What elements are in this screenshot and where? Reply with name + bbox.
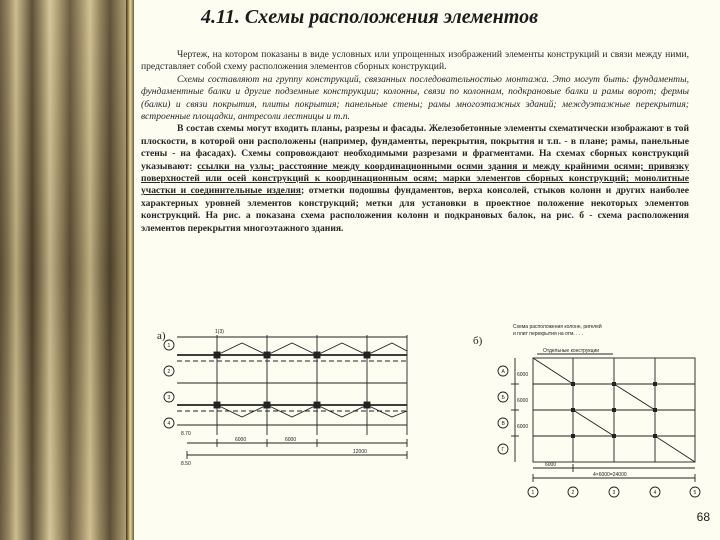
paragraph-groups: Схемы составляют на группу конструкций, связанных последовательностью монтажа. Это могут быть: фундаменты, фундаментные балки и другие подземные конструкции; колонны, связи по колоннам, подкрановые балки и рамы ворот; фермы (балки) и связи покрытия, плиты покрытия; панельные стены; рамы многоэтажных зданий; междуэтажные перекрытия; встроенные площадки, антресоли лестницы и т.п. (141, 73, 689, 123)
figure-b-axis-col-5: 5 (693, 490, 697, 496)
figure-b-label: б) (473, 335, 483, 347)
figure-b-axis-b: Б (501, 395, 505, 401)
figure-b-axis-col-3: 3 (612, 490, 616, 496)
paragraph-definition: Чертеж, на котором показаны в виде условных или упрощенных изображений элементы конструкций и связи между ними, представляет собой схему расположения элементов сборных конструкций. (141, 49, 689, 73)
paragraph-composition-underlined: ссылки на узлы; расстояние между координационными осями здания и между крайними осями; привязку поверхностей или осей конструкций к координационным осям; марки элементов сборных конструкций; монолитные участки и соединительные изделия (141, 160, 689, 197)
figure-b-axis-col-4: 4 (653, 490, 657, 496)
figure-b-caption-line-2: и плит перекрытия на отм. . . . (513, 331, 584, 337)
figure-b-caption-line-1: Схема расположения колонн, ригелей (513, 324, 602, 330)
figure-a-axis-1: 1 (167, 343, 171, 349)
page-title: 4.11. Схемы расположения элементов (201, 6, 539, 28)
curtain-rod (126, 0, 134, 540)
curtain-decoration (0, 0, 126, 540)
figure-b-axis-v: В (501, 421, 505, 427)
figure-b-left-dim-1: 6000 (517, 372, 529, 378)
figure-b-header-label: Отдельные конструкции (543, 348, 600, 354)
figure-a-columns-scheme (157, 325, 417, 473)
figure-b-left-dim-3: 6000 (517, 424, 529, 430)
figure-a-elevation-2: 8.50 (181, 461, 191, 467)
curtain-shading (0, 0, 126, 540)
figure-b-dim-total: 4×6000=24000 (593, 472, 627, 478)
figure-b-axis-g: Г (501, 447, 505, 453)
figure-a-axis-2: 2 (167, 369, 171, 375)
figure-a-top-mark: 1(3) (215, 329, 224, 335)
figure-a-label: а) (157, 330, 166, 342)
page-number: 68 (696, 510, 710, 524)
figure-b-dim-span: 6000 (545, 462, 557, 468)
figure-b-axis-col-1: 1 (531, 490, 535, 496)
figure-a-axis-3: 3 (167, 395, 171, 401)
figure-a-dim-1: 6000 (235, 437, 247, 443)
figure-b-floor-scheme (473, 322, 701, 502)
figure-a-dim-3: 12000 (353, 449, 367, 455)
figure-a-dim-2: 6000 (285, 437, 297, 443)
figure-b-left-dim-2: 6000 (517, 398, 529, 404)
figure-a-elevation-1: 8.70 (181, 431, 191, 437)
paragraph-composition-end: ; отметки подошвы фундаментов, верха консолей, стыков колонн и других наиболее характерных уровней элементов конструкций; метки для установки в проектное положение некоторых элементов конструкций. На рис. а показана схема расположения колонн и подкрановых балок, на рис. б - схема расположения элементов перекрытия многоэтажного здания. (141, 185, 689, 234)
paragraph-composition-start: В состав схемы могут входить планы, разрезы и фасады. Железобетонные элементы схематически изображают в той плоскости, в которой они расположены (например, фундаменты, перекрытия, покрытия и т.п. - в плане; рамы, панельные стены - на фасадах). Схемы сопровождают необходимыми разрезами и фрагментами. На схемах сборных конструкций указывают: (141, 123, 689, 172)
figure-b-axis-a: А (501, 369, 505, 375)
figure-a-axis-4: 4 (167, 421, 171, 427)
slide-content (137, 0, 720, 540)
figure-b-axis-col-2: 2 (571, 490, 575, 496)
body-text (141, 49, 689, 235)
paragraph-composition (141, 123, 689, 235)
